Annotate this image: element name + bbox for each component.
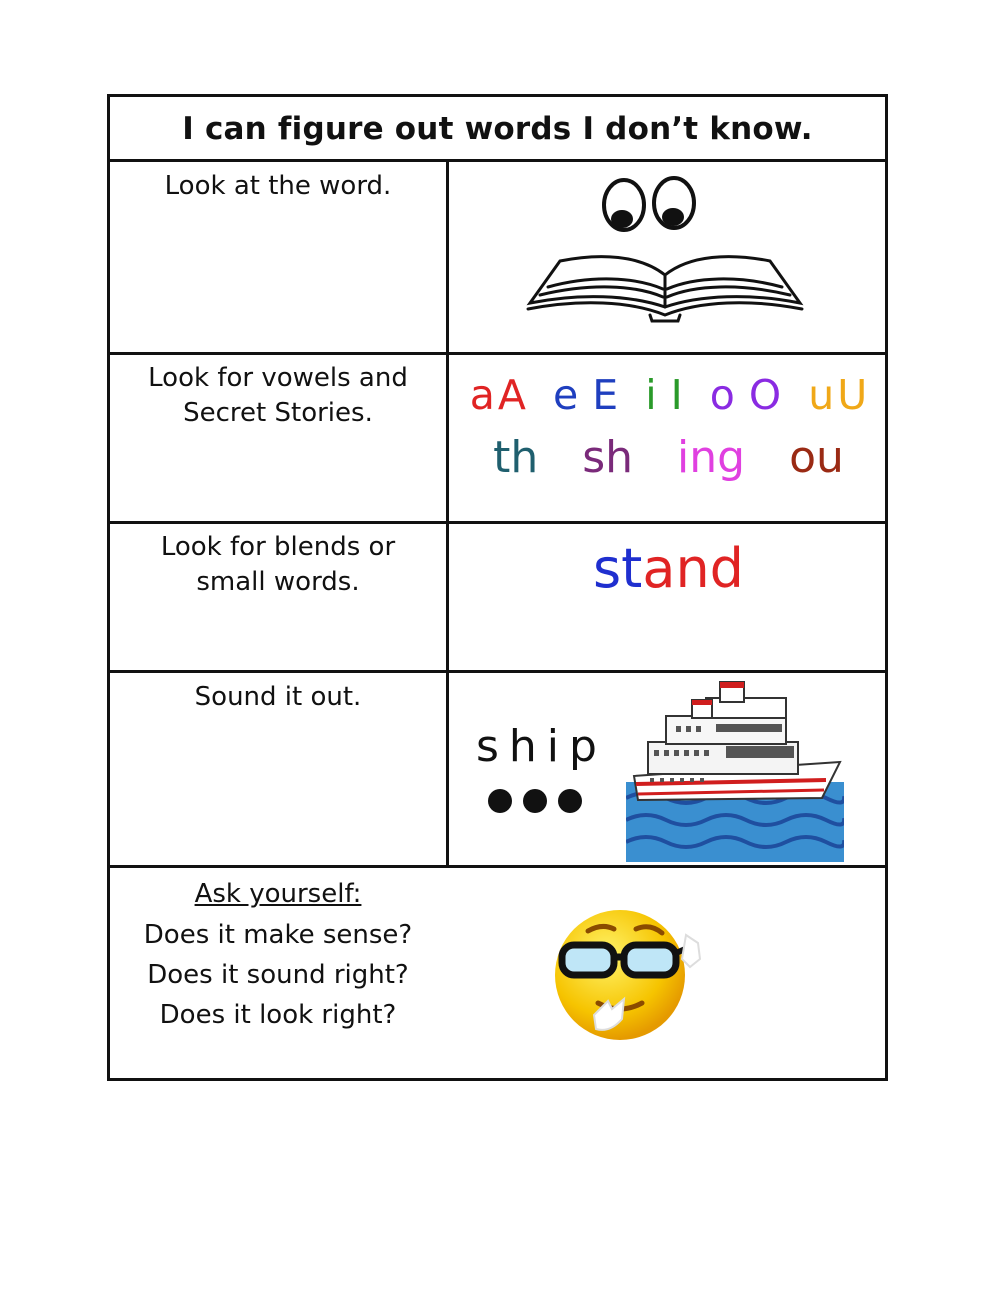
sound-word: ship (476, 721, 607, 772)
eyes-icon (604, 178, 694, 230)
divider (110, 521, 885, 524)
step-text: Secret Stories. (183, 398, 373, 428)
vowel-letter: u (808, 371, 835, 419)
step-text: Does it make sense? (143, 920, 413, 950)
open-book-icon (520, 175, 810, 325)
nerd-emoji-icon (550, 903, 710, 1053)
cruise-ship-icon (626, 680, 844, 862)
vowel-letter: a (469, 371, 495, 419)
digraph: ing (677, 432, 746, 483)
blend-example-word (449, 539, 888, 599)
step-sound-out (110, 680, 446, 715)
column-divider (446, 159, 449, 868)
word-part: and (642, 537, 744, 600)
digraph: ou (789, 432, 844, 483)
ask-heading: Ask yourself: (194, 879, 362, 909)
vowel-letter: I (670, 371, 683, 419)
sound-dots (488, 789, 593, 817)
vowel-letter: e (553, 371, 579, 419)
vowel-letter: O (748, 371, 782, 419)
strategy-chart (107, 94, 888, 1081)
step-text: Sound it out. (194, 682, 362, 712)
sound-dot (558, 789, 582, 813)
vowel-letter: i (645, 371, 657, 419)
blend-part: st (593, 537, 643, 600)
step-text: small words. (196, 567, 360, 597)
chart-title: I can figure out words I don’t know. (182, 111, 813, 147)
vowel-letter: o (709, 371, 735, 419)
secret-stories-digraphs (449, 433, 888, 483)
step-text: Does it sound right? (147, 960, 409, 990)
step-blends (110, 530, 446, 600)
sound-dot (488, 789, 512, 813)
divider (110, 352, 885, 355)
digraph: sh (582, 432, 634, 483)
step-look-at-word (110, 169, 446, 204)
sound-dot (523, 789, 547, 813)
step-text: Look for vowels and (148, 363, 408, 393)
divider (110, 670, 885, 673)
digraph: th (493, 432, 539, 483)
divider (110, 159, 885, 162)
step-text: Does it look right? (159, 1000, 397, 1030)
step-ask-yourself (110, 877, 446, 1033)
step-text: Look for blends or (160, 532, 396, 562)
step-text: Look at the word. (164, 171, 392, 201)
step-vowels (110, 361, 446, 431)
vowel-letter: U (837, 371, 868, 419)
vowel-letter: A (497, 371, 526, 419)
vowel-letters (449, 370, 888, 420)
divider (110, 865, 885, 868)
vowel-letter: E (592, 371, 619, 419)
